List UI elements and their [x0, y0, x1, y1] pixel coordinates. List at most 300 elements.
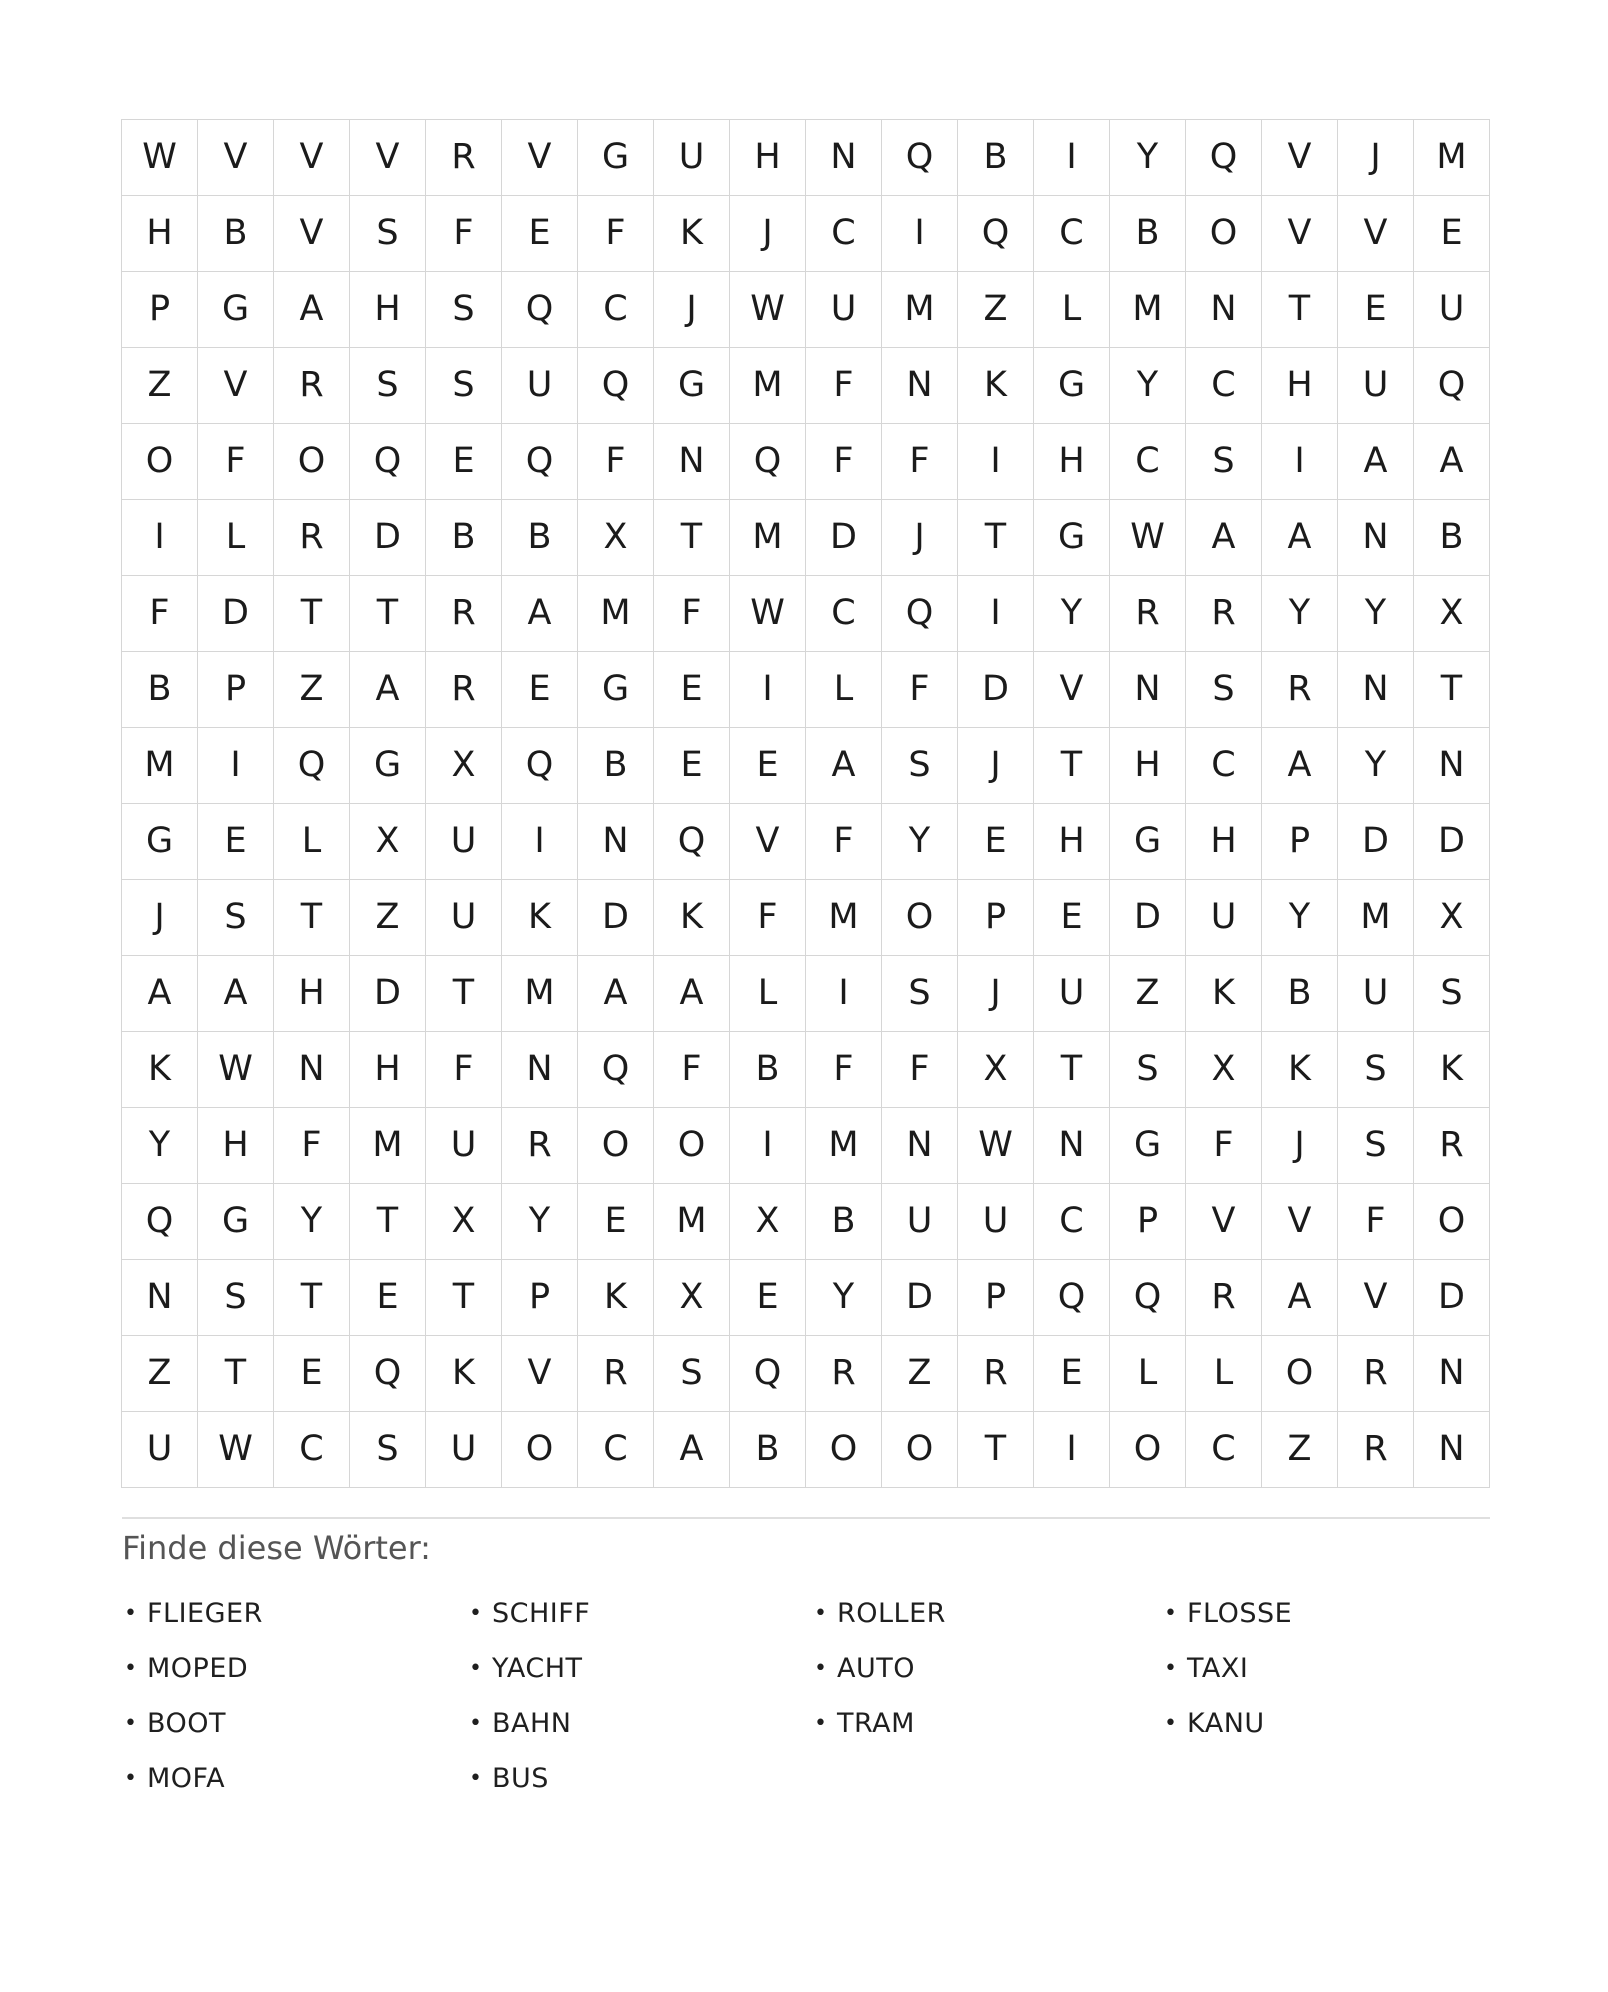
grid-cell-r16c1[interactable]: N — [122, 1260, 198, 1336]
grid-cell-r7c7[interactable]: M — [578, 576, 654, 652]
grid-cell-r13c15[interactable]: X — [1186, 1032, 1262, 1108]
grid-cell-r14c14[interactable]: G — [1110, 1108, 1186, 1184]
grid-cell-r3c17[interactable]: E — [1338, 272, 1414, 348]
grid-cell-r9c15[interactable]: C — [1186, 728, 1262, 804]
grid-cell-r17c14[interactable]: L — [1110, 1336, 1186, 1412]
grid-cell-r18c18[interactable]: N — [1414, 1412, 1490, 1488]
grid-cell-r8c11[interactable]: F — [882, 652, 958, 728]
grid-cell-r13c14[interactable]: S — [1110, 1032, 1186, 1108]
grid-cell-r4c13[interactable]: G — [1034, 348, 1110, 424]
grid-cell-r10c9[interactable]: V — [730, 804, 806, 880]
grid-cell-r18c8[interactable]: A — [654, 1412, 730, 1488]
grid-cell-r6c12[interactable]: T — [958, 500, 1034, 576]
grid-cell-r12c4[interactable]: D — [350, 956, 426, 1032]
grid-cell-r10c6[interactable]: I — [502, 804, 578, 880]
grid-cell-r1c6[interactable]: V — [502, 120, 578, 196]
grid-cell-r6c7[interactable]: X — [578, 500, 654, 576]
grid-cell-r6c10[interactable]: D — [806, 500, 882, 576]
grid-cell-r7c10[interactable]: C — [806, 576, 882, 652]
grid-cell-r9c18[interactable]: N — [1414, 728, 1490, 804]
grid-cell-r10c13[interactable]: H — [1034, 804, 1110, 880]
grid-cell-r15c8[interactable]: M — [654, 1184, 730, 1260]
grid-cell-r2c15[interactable]: O — [1186, 196, 1262, 272]
grid-cell-r7c6[interactable]: A — [502, 576, 578, 652]
grid-cell-r6c6[interactable]: B — [502, 500, 578, 576]
grid-cell-r17c1[interactable]: Z — [122, 1336, 198, 1412]
grid-cell-r17c17[interactable]: R — [1338, 1336, 1414, 1412]
grid-cell-r4c5[interactable]: S — [426, 348, 502, 424]
grid-cell-r1c4[interactable]: V — [350, 120, 426, 196]
grid-cell-r16c15[interactable]: R — [1186, 1260, 1262, 1336]
grid-cell-r11c4[interactable]: Z — [350, 880, 426, 956]
grid-cell-r10c8[interactable]: Q — [654, 804, 730, 880]
grid-cell-r4c9[interactable]: M — [730, 348, 806, 424]
grid-cell-r2c9[interactable]: J — [730, 196, 806, 272]
grid-cell-r14c5[interactable]: U — [426, 1108, 502, 1184]
grid-cell-r10c17[interactable]: D — [1338, 804, 1414, 880]
grid-cell-r16c13[interactable]: Q — [1034, 1260, 1110, 1336]
grid-cell-r17c4[interactable]: Q — [350, 1336, 426, 1412]
grid-cell-r14c8[interactable]: O — [654, 1108, 730, 1184]
grid-cell-r14c1[interactable]: Y — [122, 1108, 198, 1184]
grid-cell-r7c17[interactable]: Y — [1338, 576, 1414, 652]
grid-cell-r17c7[interactable]: R — [578, 1336, 654, 1412]
grid-cell-r13c2[interactable]: W — [198, 1032, 274, 1108]
grid-cell-r17c6[interactable]: V — [502, 1336, 578, 1412]
grid-cell-r12c18[interactable]: S — [1414, 956, 1490, 1032]
grid-cell-r9c11[interactable]: S — [882, 728, 958, 804]
grid-cell-r1c17[interactable]: J — [1338, 120, 1414, 196]
grid-cell-r13c5[interactable]: F — [426, 1032, 502, 1108]
grid-cell-r8c13[interactable]: V — [1034, 652, 1110, 728]
grid-cell-r16c11[interactable]: D — [882, 1260, 958, 1336]
grid-cell-r5c7[interactable]: F — [578, 424, 654, 500]
grid-cell-r5c11[interactable]: F — [882, 424, 958, 500]
grid-cell-r4c2[interactable]: V — [198, 348, 274, 424]
grid-cell-r4c1[interactable]: Z — [122, 348, 198, 424]
grid-cell-r14c9[interactable]: I — [730, 1108, 806, 1184]
grid-cell-r18c14[interactable]: O — [1110, 1412, 1186, 1488]
grid-cell-r16c9[interactable]: E — [730, 1260, 806, 1336]
grid-cell-r18c4[interactable]: S — [350, 1412, 426, 1488]
grid-cell-r15c14[interactable]: P — [1110, 1184, 1186, 1260]
grid-cell-r9c12[interactable]: J — [958, 728, 1034, 804]
grid-cell-r10c2[interactable]: E — [198, 804, 274, 880]
grid-cell-r13c7[interactable]: Q — [578, 1032, 654, 1108]
grid-cell-r14c6[interactable]: R — [502, 1108, 578, 1184]
grid-cell-r15c12[interactable]: U — [958, 1184, 1034, 1260]
grid-cell-r12c15[interactable]: K — [1186, 956, 1262, 1032]
grid-cell-r5c4[interactable]: Q — [350, 424, 426, 500]
grid-cell-r16c10[interactable]: Y — [806, 1260, 882, 1336]
grid-cell-r7c14[interactable]: R — [1110, 576, 1186, 652]
grid-cell-r2c14[interactable]: B — [1110, 196, 1186, 272]
grid-cell-r9c7[interactable]: B — [578, 728, 654, 804]
grid-cell-r4c15[interactable]: C — [1186, 348, 1262, 424]
grid-cell-r17c15[interactable]: L — [1186, 1336, 1262, 1412]
grid-cell-r5c16[interactable]: I — [1262, 424, 1338, 500]
grid-cell-r13c18[interactable]: K — [1414, 1032, 1490, 1108]
grid-cell-r15c10[interactable]: B — [806, 1184, 882, 1260]
grid-cell-r1c9[interactable]: H — [730, 120, 806, 196]
grid-cell-r12c5[interactable]: T — [426, 956, 502, 1032]
grid-cell-r17c12[interactable]: R — [958, 1336, 1034, 1412]
grid-cell-r11c14[interactable]: D — [1110, 880, 1186, 956]
grid-cell-r11c5[interactable]: U — [426, 880, 502, 956]
grid-cell-r16c6[interactable]: P — [502, 1260, 578, 1336]
grid-cell-r13c1[interactable]: K — [122, 1032, 198, 1108]
grid-cell-r4c6[interactable]: U — [502, 348, 578, 424]
grid-cell-r16c2[interactable]: S — [198, 1260, 274, 1336]
grid-cell-r11c8[interactable]: K — [654, 880, 730, 956]
grid-cell-r10c18[interactable]: D — [1414, 804, 1490, 880]
grid-cell-r10c10[interactable]: F — [806, 804, 882, 880]
grid-cell-r12c10[interactable]: I — [806, 956, 882, 1032]
grid-cell-r17c18[interactable]: N — [1414, 1336, 1490, 1412]
grid-cell-r3c12[interactable]: Z — [958, 272, 1034, 348]
grid-cell-r13c11[interactable]: F — [882, 1032, 958, 1108]
grid-cell-r10c3[interactable]: L — [274, 804, 350, 880]
grid-cell-r10c4[interactable]: X — [350, 804, 426, 880]
grid-cell-r12c17[interactable]: U — [1338, 956, 1414, 1032]
grid-cell-r2c16[interactable]: V — [1262, 196, 1338, 272]
grid-cell-r11c15[interactable]: U — [1186, 880, 1262, 956]
grid-cell-r13c6[interactable]: N — [502, 1032, 578, 1108]
grid-cell-r18c2[interactable]: W — [198, 1412, 274, 1488]
grid-cell-r4c3[interactable]: R — [274, 348, 350, 424]
grid-cell-r5c9[interactable]: Q — [730, 424, 806, 500]
grid-cell-r4c18[interactable]: Q — [1414, 348, 1490, 424]
grid-cell-r10c16[interactable]: P — [1262, 804, 1338, 880]
grid-cell-r1c7[interactable]: G — [578, 120, 654, 196]
grid-cell-r2c7[interactable]: F — [578, 196, 654, 272]
grid-cell-r6c15[interactable]: A — [1186, 500, 1262, 576]
grid-cell-r3c16[interactable]: T — [1262, 272, 1338, 348]
grid-cell-r1c8[interactable]: U — [654, 120, 730, 196]
grid-cell-r17c10[interactable]: R — [806, 1336, 882, 1412]
grid-cell-r8c2[interactable]: P — [198, 652, 274, 728]
grid-cell-r2c17[interactable]: V — [1338, 196, 1414, 272]
grid-cell-r4c17[interactable]: U — [1338, 348, 1414, 424]
grid-cell-r8c18[interactable]: T — [1414, 652, 1490, 728]
grid-cell-r5c17[interactable]: A — [1338, 424, 1414, 500]
grid-cell-r7c9[interactable]: W — [730, 576, 806, 652]
grid-cell-r8c17[interactable]: N — [1338, 652, 1414, 728]
grid-cell-r15c9[interactable]: X — [730, 1184, 806, 1260]
grid-cell-r7c12[interactable]: I — [958, 576, 1034, 652]
grid-cell-r4c7[interactable]: Q — [578, 348, 654, 424]
grid-cell-r4c12[interactable]: K — [958, 348, 1034, 424]
grid-cell-r18c13[interactable]: I — [1034, 1412, 1110, 1488]
grid-cell-r5c1[interactable]: O — [122, 424, 198, 500]
grid-cell-r7c11[interactable]: Q — [882, 576, 958, 652]
grid-cell-r8c15[interactable]: S — [1186, 652, 1262, 728]
grid-cell-r1c10[interactable]: N — [806, 120, 882, 196]
grid-cell-r1c2[interactable]: V — [198, 120, 274, 196]
grid-cell-r7c2[interactable]: D — [198, 576, 274, 652]
grid-cell-r4c14[interactable]: Y — [1110, 348, 1186, 424]
grid-cell-r13c13[interactable]: T — [1034, 1032, 1110, 1108]
grid-cell-r16c5[interactable]: T — [426, 1260, 502, 1336]
grid-cell-r15c4[interactable]: T — [350, 1184, 426, 1260]
grid-cell-r6c3[interactable]: R — [274, 500, 350, 576]
grid-cell-r6c4[interactable]: D — [350, 500, 426, 576]
grid-cell-r10c5[interactable]: U — [426, 804, 502, 880]
grid-cell-r3c6[interactable]: Q — [502, 272, 578, 348]
grid-cell-r1c11[interactable]: Q — [882, 120, 958, 196]
grid-cell-r4c8[interactable]: G — [654, 348, 730, 424]
grid-cell-r10c14[interactable]: G — [1110, 804, 1186, 880]
grid-cell-r12c12[interactable]: J — [958, 956, 1034, 1032]
grid-cell-r3c18[interactable]: U — [1414, 272, 1490, 348]
grid-cell-r2c2[interactable]: B — [198, 196, 274, 272]
grid-cell-r7c18[interactable]: X — [1414, 576, 1490, 652]
grid-cell-r10c7[interactable]: N — [578, 804, 654, 880]
grid-cell-r12c8[interactable]: A — [654, 956, 730, 1032]
grid-cell-r15c5[interactable]: X — [426, 1184, 502, 1260]
grid-cell-r9c16[interactable]: A — [1262, 728, 1338, 804]
grid-cell-r4c10[interactable]: F — [806, 348, 882, 424]
grid-cell-r3c8[interactable]: J — [654, 272, 730, 348]
grid-cell-r11c16[interactable]: Y — [1262, 880, 1338, 956]
grid-cell-r16c8[interactable]: X — [654, 1260, 730, 1336]
grid-cell-r13c9[interactable]: B — [730, 1032, 806, 1108]
grid-cell-r15c11[interactable]: U — [882, 1184, 958, 1260]
grid-cell-r17c2[interactable]: T — [198, 1336, 274, 1412]
grid-cell-r5c18[interactable]: A — [1414, 424, 1490, 500]
grid-cell-r13c8[interactable]: F — [654, 1032, 730, 1108]
grid-cell-r5c12[interactable]: I — [958, 424, 1034, 500]
grid-cell-r5c2[interactable]: F — [198, 424, 274, 500]
grid-cell-r11c13[interactable]: E — [1034, 880, 1110, 956]
grid-cell-r8c16[interactable]: R — [1262, 652, 1338, 728]
grid-cell-r1c14[interactable]: Y — [1110, 120, 1186, 196]
grid-cell-r17c5[interactable]: K — [426, 1336, 502, 1412]
grid-cell-r11c6[interactable]: K — [502, 880, 578, 956]
grid-cell-r8c8[interactable]: E — [654, 652, 730, 728]
grid-cell-r6c1[interactable]: I — [122, 500, 198, 576]
grid-cell-r10c12[interactable]: E — [958, 804, 1034, 880]
grid-cell-r14c10[interactable]: M — [806, 1108, 882, 1184]
grid-cell-r11c17[interactable]: M — [1338, 880, 1414, 956]
grid-cell-r16c4[interactable]: E — [350, 1260, 426, 1336]
grid-cell-r15c16[interactable]: V — [1262, 1184, 1338, 1260]
grid-cell-r11c2[interactable]: S — [198, 880, 274, 956]
grid-cell-r1c1[interactable]: W — [122, 120, 198, 196]
grid-cell-r6c2[interactable]: L — [198, 500, 274, 576]
grid-cell-r15c18[interactable]: O — [1414, 1184, 1490, 1260]
grid-cell-r8c9[interactable]: I — [730, 652, 806, 728]
grid-cell-r18c3[interactable]: C — [274, 1412, 350, 1488]
grid-cell-r14c3[interactable]: F — [274, 1108, 350, 1184]
grid-cell-r18c17[interactable]: R — [1338, 1412, 1414, 1488]
grid-cell-r9c1[interactable]: M — [122, 728, 198, 804]
grid-cell-r7c8[interactable]: F — [654, 576, 730, 652]
grid-cell-r8c6[interactable]: E — [502, 652, 578, 728]
grid-cell-r16c14[interactable]: Q — [1110, 1260, 1186, 1336]
grid-cell-r5c3[interactable]: O — [274, 424, 350, 500]
grid-cell-r3c13[interactable]: L — [1034, 272, 1110, 348]
grid-cell-r2c10[interactable]: C — [806, 196, 882, 272]
grid-cell-r10c15[interactable]: H — [1186, 804, 1262, 880]
grid-cell-r5c13[interactable]: H — [1034, 424, 1110, 500]
grid-cell-r15c13[interactable]: C — [1034, 1184, 1110, 1260]
grid-cell-r3c2[interactable]: G — [198, 272, 274, 348]
grid-cell-r18c11[interactable]: O — [882, 1412, 958, 1488]
grid-cell-r7c16[interactable]: Y — [1262, 576, 1338, 652]
grid-cell-r18c9[interactable]: B — [730, 1412, 806, 1488]
grid-cell-r11c12[interactable]: P — [958, 880, 1034, 956]
grid-cell-r9c9[interactable]: E — [730, 728, 806, 804]
grid-cell-r16c7[interactable]: K — [578, 1260, 654, 1336]
grid-cell-r12c7[interactable]: A — [578, 956, 654, 1032]
grid-cell-r8c4[interactable]: A — [350, 652, 426, 728]
grid-cell-r14c7[interactable]: O — [578, 1108, 654, 1184]
grid-cell-r11c3[interactable]: T — [274, 880, 350, 956]
grid-cell-r15c1[interactable]: Q — [122, 1184, 198, 1260]
grid-cell-r14c15[interactable]: F — [1186, 1108, 1262, 1184]
grid-cell-r1c15[interactable]: Q — [1186, 120, 1262, 196]
grid-cell-r15c7[interactable]: E — [578, 1184, 654, 1260]
grid-cell-r12c6[interactable]: M — [502, 956, 578, 1032]
grid-cell-r1c3[interactable]: V — [274, 120, 350, 196]
grid-cell-r15c6[interactable]: Y — [502, 1184, 578, 1260]
grid-cell-r3c7[interactable]: C — [578, 272, 654, 348]
grid-cell-r2c6[interactable]: E — [502, 196, 578, 272]
grid-cell-r11c11[interactable]: O — [882, 880, 958, 956]
grid-cell-r7c4[interactable]: T — [350, 576, 426, 652]
grid-cell-r14c4[interactable]: M — [350, 1108, 426, 1184]
grid-cell-r14c18[interactable]: R — [1414, 1108, 1490, 1184]
grid-cell-r8c5[interactable]: R — [426, 652, 502, 728]
grid-cell-r16c12[interactable]: P — [958, 1260, 1034, 1336]
grid-cell-r6c9[interactable]: M — [730, 500, 806, 576]
grid-cell-r3c1[interactable]: P — [122, 272, 198, 348]
grid-cell-r2c4[interactable]: S — [350, 196, 426, 272]
grid-cell-r3c11[interactable]: M — [882, 272, 958, 348]
grid-cell-r4c4[interactable]: S — [350, 348, 426, 424]
grid-cell-r9c17[interactable]: Y — [1338, 728, 1414, 804]
grid-cell-r11c1[interactable]: J — [122, 880, 198, 956]
grid-cell-r13c17[interactable]: S — [1338, 1032, 1414, 1108]
grid-cell-r7c13[interactable]: Y — [1034, 576, 1110, 652]
grid-cell-r6c13[interactable]: G — [1034, 500, 1110, 576]
grid-cell-r6c17[interactable]: N — [1338, 500, 1414, 576]
grid-cell-r12c14[interactable]: Z — [1110, 956, 1186, 1032]
grid-cell-r18c10[interactable]: O — [806, 1412, 882, 1488]
grid-cell-r6c16[interactable]: A — [1262, 500, 1338, 576]
grid-cell-r8c1[interactable]: B — [122, 652, 198, 728]
grid-cell-r2c8[interactable]: K — [654, 196, 730, 272]
grid-cell-r7c1[interactable]: F — [122, 576, 198, 652]
grid-cell-r13c4[interactable]: H — [350, 1032, 426, 1108]
grid-cell-r17c8[interactable]: S — [654, 1336, 730, 1412]
grid-cell-r5c10[interactable]: F — [806, 424, 882, 500]
grid-cell-r18c6[interactable]: O — [502, 1412, 578, 1488]
grid-cell-r9c8[interactable]: E — [654, 728, 730, 804]
grid-cell-r9c5[interactable]: X — [426, 728, 502, 804]
grid-cell-r16c17[interactable]: V — [1338, 1260, 1414, 1336]
grid-cell-r12c11[interactable]: S — [882, 956, 958, 1032]
grid-cell-r3c10[interactable]: U — [806, 272, 882, 348]
grid-cell-r8c3[interactable]: Z — [274, 652, 350, 728]
grid-cell-r9c13[interactable]: T — [1034, 728, 1110, 804]
grid-cell-r11c9[interactable]: F — [730, 880, 806, 956]
grid-cell-r14c12[interactable]: W — [958, 1108, 1034, 1184]
grid-cell-r12c9[interactable]: L — [730, 956, 806, 1032]
grid-cell-r8c7[interactable]: G — [578, 652, 654, 728]
grid-cell-r9c6[interactable]: Q — [502, 728, 578, 804]
grid-cell-r16c3[interactable]: T — [274, 1260, 350, 1336]
grid-cell-r15c3[interactable]: Y — [274, 1184, 350, 1260]
grid-cell-r1c13[interactable]: I — [1034, 120, 1110, 196]
grid-cell-r12c2[interactable]: A — [198, 956, 274, 1032]
grid-cell-r7c3[interactable]: T — [274, 576, 350, 652]
grid-cell-r13c12[interactable]: X — [958, 1032, 1034, 1108]
grid-cell-r5c8[interactable]: N — [654, 424, 730, 500]
grid-cell-r14c17[interactable]: S — [1338, 1108, 1414, 1184]
grid-cell-r15c15[interactable]: V — [1186, 1184, 1262, 1260]
grid-cell-r16c16[interactable]: A — [1262, 1260, 1338, 1336]
grid-cell-r12c16[interactable]: B — [1262, 956, 1338, 1032]
grid-cell-r6c18[interactable]: B — [1414, 500, 1490, 576]
grid-cell-r17c3[interactable]: E — [274, 1336, 350, 1412]
grid-cell-r9c2[interactable]: I — [198, 728, 274, 804]
grid-cell-r9c10[interactable]: A — [806, 728, 882, 804]
grid-cell-r13c3[interactable]: N — [274, 1032, 350, 1108]
grid-cell-r18c5[interactable]: U — [426, 1412, 502, 1488]
grid-cell-r5c6[interactable]: Q — [502, 424, 578, 500]
grid-cell-r9c3[interactable]: Q — [274, 728, 350, 804]
grid-cell-r17c11[interactable]: Z — [882, 1336, 958, 1412]
grid-cell-r5c14[interactable]: C — [1110, 424, 1186, 500]
grid-cell-r8c12[interactable]: D — [958, 652, 1034, 728]
grid-cell-r11c18[interactable]: X — [1414, 880, 1490, 956]
grid-cell-r8c10[interactable]: L — [806, 652, 882, 728]
grid-cell-r13c16[interactable]: K — [1262, 1032, 1338, 1108]
grid-cell-r18c12[interactable]: T — [958, 1412, 1034, 1488]
grid-cell-r1c18[interactable]: M — [1414, 120, 1490, 196]
grid-cell-r5c15[interactable]: S — [1186, 424, 1262, 500]
grid-cell-r2c18[interactable]: E — [1414, 196, 1490, 272]
grid-cell-r3c3[interactable]: A — [274, 272, 350, 348]
grid-cell-r8c14[interactable]: N — [1110, 652, 1186, 728]
grid-cell-r3c14[interactable]: M — [1110, 272, 1186, 348]
grid-cell-r18c16[interactable]: Z — [1262, 1412, 1338, 1488]
grid-cell-r2c12[interactable]: Q — [958, 196, 1034, 272]
grid-cell-r6c11[interactable]: J — [882, 500, 958, 576]
grid-cell-r14c2[interactable]: H — [198, 1108, 274, 1184]
grid-cell-r2c13[interactable]: C — [1034, 196, 1110, 272]
grid-cell-r18c7[interactable]: C — [578, 1412, 654, 1488]
grid-cell-r3c9[interactable]: W — [730, 272, 806, 348]
grid-cell-r4c16[interactable]: H — [1262, 348, 1338, 424]
grid-cell-r3c15[interactable]: N — [1186, 272, 1262, 348]
grid-cell-r6c14[interactable]: W — [1110, 500, 1186, 576]
grid-cell-r12c3[interactable]: H — [274, 956, 350, 1032]
grid-cell-r12c13[interactable]: U — [1034, 956, 1110, 1032]
grid-cell-r7c15[interactable]: R — [1186, 576, 1262, 652]
grid-cell-r16c18[interactable]: D — [1414, 1260, 1490, 1336]
grid-cell-r17c9[interactable]: Q — [730, 1336, 806, 1412]
grid-cell-r4c11[interactable]: N — [882, 348, 958, 424]
grid-cell-r1c16[interactable]: V — [1262, 120, 1338, 196]
grid-cell-r11c7[interactable]: D — [578, 880, 654, 956]
grid-cell-r2c1[interactable]: H — [122, 196, 198, 272]
grid-cell-r13c10[interactable]: F — [806, 1032, 882, 1108]
grid-cell-r12c1[interactable]: A — [122, 956, 198, 1032]
grid-cell-r14c11[interactable]: N — [882, 1108, 958, 1184]
